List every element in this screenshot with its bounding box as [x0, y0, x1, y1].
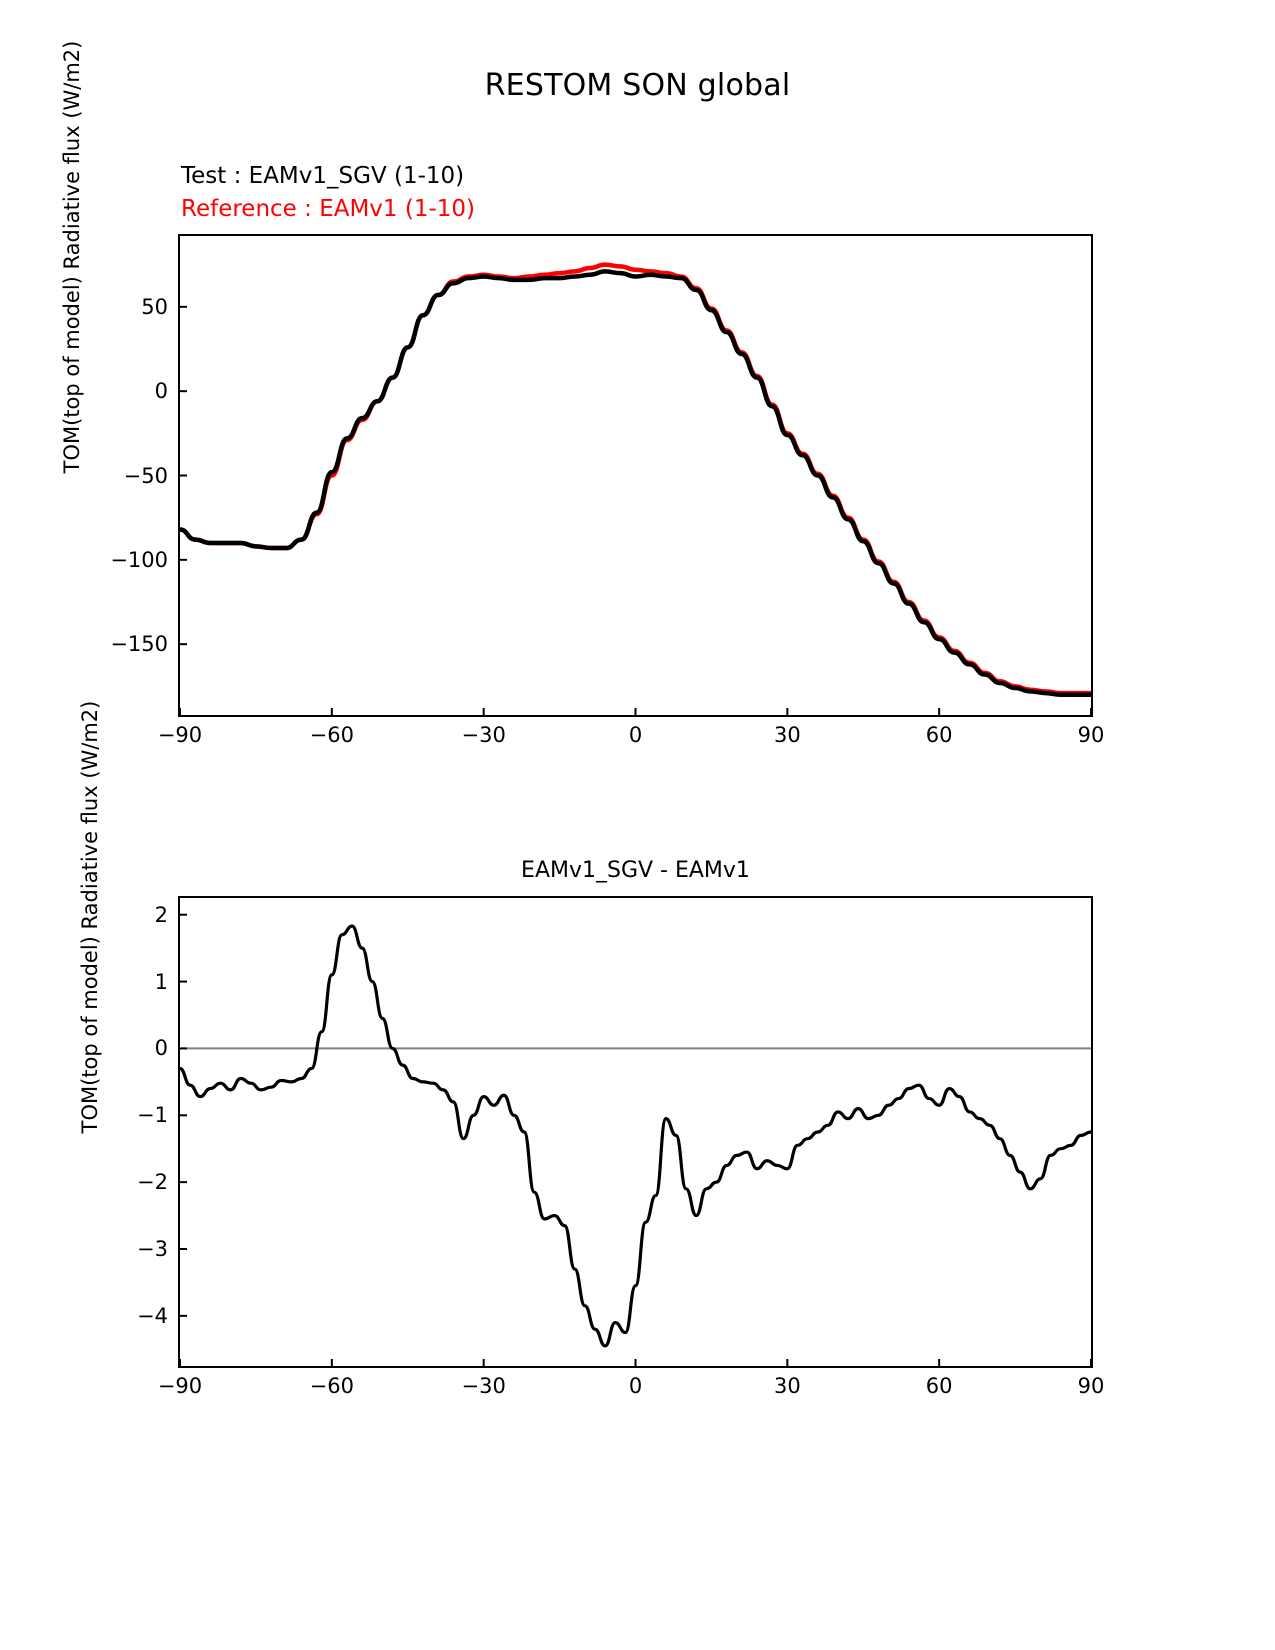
legend-reference-label: Reference : EAMv1 (1-10) — [181, 196, 476, 222]
x-axis-tick-label: −90 — [157, 1374, 203, 1398]
y-axis-tick-label: 0 — [154, 379, 168, 404]
y-axis-tick-label: −2 — [137, 1170, 168, 1195]
x-axis-tick-label: 60 — [925, 1374, 953, 1398]
x-axis-tick-label: −90 — [157, 723, 203, 747]
bottom-panel-lines — [180, 898, 1091, 1366]
x-axis-tick-label: 60 — [925, 723, 953, 747]
y-axis-tick-label: 2 — [154, 902, 168, 927]
y-axis-tick-label: −1 — [137, 1103, 168, 1128]
top-panel-plot-area — [178, 234, 1093, 717]
x-axis-tick-label: 0 — [628, 723, 643, 747]
y-axis-tick-label: −4 — [137, 1303, 168, 1328]
data-series-line — [180, 271, 1091, 694]
x-axis-tick-label: 90 — [1077, 1374, 1105, 1398]
x-axis-tick-label: 30 — [773, 723, 801, 747]
y-axis-tick-label: −50 — [123, 463, 168, 488]
y-axis-tick-label: −150 — [110, 632, 168, 657]
y-axis-tick-label: 1 — [154, 969, 168, 994]
top-panel-lines — [180, 236, 1091, 715]
y-axis-tick-label: 0 — [154, 1036, 168, 1061]
x-axis-tick-label: −30 — [461, 723, 506, 747]
x-axis-tick-label: 0 — [628, 1374, 643, 1398]
data-series-line — [180, 265, 1091, 693]
x-axis-tick-label: −30 — [461, 1374, 506, 1398]
bottom-panel-y-axis-label: TOM(top of model) Radiative flux (W/m2) — [78, 700, 102, 1134]
legend-test-label: Test : EAMv1_SGV (1-10) — [181, 163, 465, 189]
y-axis-tick-label: 50 — [141, 294, 168, 319]
y-axis-tick-label: −3 — [137, 1237, 168, 1261]
x-axis-tick-label: −60 — [309, 723, 354, 747]
top-panel-y-axis-label: TOM(top of model) Radiative flux (W/m2) — [60, 40, 84, 474]
y-axis-tick-label: −100 — [110, 547, 168, 572]
bottom-panel-title: EAMv1_SGV - EAMv1 — [521, 858, 750, 883]
x-axis-tick-label: 30 — [773, 1374, 801, 1398]
bottom-panel-plot-area — [178, 896, 1093, 1368]
x-axis-tick-label: 90 — [1077, 723, 1105, 747]
figure-suptitle: RESTOM SON global — [484, 68, 791, 103]
data-series-line — [180, 926, 1091, 1346]
x-axis-tick-label: −60 — [309, 1374, 354, 1398]
